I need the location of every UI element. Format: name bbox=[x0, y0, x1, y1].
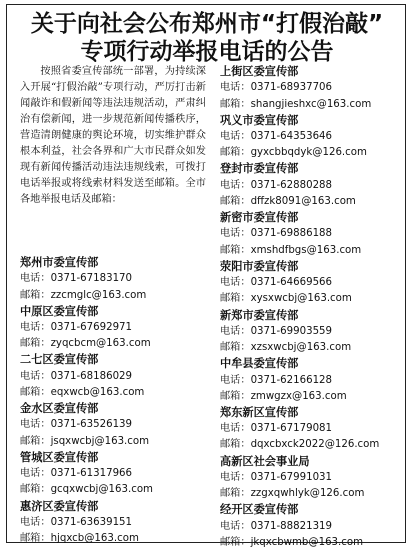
phone-label: 电话： bbox=[220, 82, 251, 94]
department-entry bbox=[220, 502, 402, 551]
email-label: 邮箱： bbox=[20, 386, 51, 398]
department-email bbox=[20, 336, 206, 352]
phone-number[interactable]: 0371-64353646 bbox=[250, 131, 333, 142]
department-phone bbox=[220, 324, 402, 340]
department-name: 惠济区委宣传部 bbox=[20, 499, 99, 513]
email-label: 邮箱： bbox=[220, 293, 251, 305]
department-entry bbox=[20, 255, 206, 304]
department-entry bbox=[20, 450, 206, 499]
phone-label: 电话： bbox=[20, 516, 51, 528]
department-entry bbox=[220, 113, 402, 162]
department-phone bbox=[20, 320, 206, 336]
phone-number[interactable]: 0371-64669566 bbox=[250, 277, 333, 289]
email-label: 邮箱： bbox=[220, 536, 251, 548]
department-entry bbox=[220, 259, 402, 308]
phone-label: 电话： bbox=[20, 273, 51, 285]
department-phone bbox=[220, 373, 402, 389]
department-phone bbox=[220, 80, 402, 96]
department-phone bbox=[220, 226, 402, 242]
department-entry bbox=[220, 210, 402, 259]
phone-label: 电话： bbox=[20, 419, 51, 431]
department-email bbox=[220, 340, 402, 356]
department-phone bbox=[20, 515, 206, 531]
email-address[interactable]: xysxwcbj@163.com bbox=[250, 293, 352, 305]
email-address[interactable]: hjqxcb@163.com bbox=[50, 533, 139, 545]
email-address[interactable]: xzsxwcbj@163.com bbox=[250, 342, 352, 354]
department-phone bbox=[20, 369, 206, 385]
email-address[interactable]: dffzk8091@163.com bbox=[250, 195, 356, 207]
phone-label: 电话： bbox=[220, 228, 251, 240]
department-name: 郑州市委宣传部 bbox=[20, 256, 99, 269]
intro-paragraph: 按照省委宣传部统一部署，为持续深入开展“打假治敲”专项行动，严厉打击新闻敲诈和假新闻等违法违规活动，严肃纠治有偿新闻，进一步规范新闻传播秩序，营造清朗健康的舆论环境，切实维护群众根本利益，社会各界和广大市民群众如发现有新闻传播活动违法违规线索，可拨打电话举报或将线索材料发送至邮箱。全市各地举报电话及邮箱： bbox=[20, 66, 206, 205]
email-label: 邮箱： bbox=[20, 533, 51, 545]
headline-line-1: 关于向社会公布郑州市“打假治敲” bbox=[30, 11, 384, 37]
email-label: 邮箱： bbox=[20, 338, 51, 350]
phone-number[interactable]: 0371-62166128 bbox=[250, 374, 333, 386]
phone-number[interactable]: 0371-67692971 bbox=[50, 322, 133, 333]
department-entry bbox=[20, 304, 206, 353]
phone-number[interactable]: 0371-62880288 bbox=[250, 179, 333, 191]
department-phone bbox=[220, 519, 402, 535]
email-label: 邮箱： bbox=[220, 439, 251, 451]
left-column bbox=[20, 64, 206, 547]
department-email bbox=[220, 194, 402, 210]
headline bbox=[0, 10, 414, 66]
phone-label: 电话： bbox=[20, 370, 51, 382]
phone-label: 电话： bbox=[220, 277, 251, 289]
email-label: 邮箱： bbox=[20, 289, 51, 301]
left-department-list bbox=[20, 255, 206, 547]
phone-label: 电话： bbox=[20, 468, 51, 480]
department-entry bbox=[20, 499, 206, 548]
phone-label: 电话： bbox=[220, 179, 251, 191]
phone-number[interactable]: 0371-69886188 bbox=[250, 228, 333, 240]
department-entry bbox=[220, 356, 402, 405]
department-email bbox=[220, 389, 402, 405]
phone-number[interactable]: 0371-63526139 bbox=[50, 419, 133, 431]
email-address[interactable]: dqxcbxck2022@126.com bbox=[250, 439, 380, 451]
right-department-list bbox=[220, 64, 402, 551]
phone-label: 电话： bbox=[220, 374, 251, 386]
department-email bbox=[220, 97, 402, 113]
phone-label: 电话： bbox=[220, 520, 251, 532]
department-entry bbox=[220, 308, 402, 357]
department-entry bbox=[220, 454, 402, 503]
phone-label: 电话： bbox=[220, 471, 251, 483]
department-email bbox=[20, 385, 206, 401]
phone-label: 电话： bbox=[220, 131, 251, 142]
email-address[interactable]: jkqxcbwmb@163.com bbox=[250, 536, 364, 548]
phone-number[interactable]: 0371-68937706 bbox=[250, 82, 333, 94]
email-address[interactable]: gcqxwcbj@163.com bbox=[50, 484, 153, 496]
email-address[interactable]: zzgxqwhlyk@126.com bbox=[250, 488, 365, 500]
headline-line-2: 专项行动举报电话的公告 bbox=[80, 39, 334, 65]
email-address[interactable]: jsqxwcbj@163.com bbox=[50, 435, 150, 447]
email-address[interactable]: zmwgzx@163.com bbox=[250, 390, 347, 402]
department-name: 二七区委宣传部 bbox=[20, 353, 99, 367]
department-name: 巩义市委宣传部 bbox=[220, 113, 299, 127]
department-phone bbox=[20, 417, 206, 433]
email-address[interactable]: zyqcbcm@163.com bbox=[50, 338, 151, 350]
email-address[interactable]: shangjieshxc@163.com bbox=[250, 98, 372, 110]
phone-number[interactable]: 0371-67183170 bbox=[50, 273, 133, 285]
department-phone bbox=[220, 275, 402, 291]
phone-label: 电话： bbox=[20, 322, 51, 333]
department-email bbox=[20, 288, 206, 304]
email-label: 邮箱： bbox=[220, 488, 251, 500]
department-email bbox=[220, 437, 402, 453]
phone-label: 电话： bbox=[220, 423, 251, 435]
phone-number[interactable]: 0371-68186029 bbox=[50, 370, 133, 382]
department-name: 高新区社会事业局 bbox=[220, 454, 310, 468]
phone-number[interactable]: 0371-63639151 bbox=[50, 516, 133, 528]
email-address[interactable]: eqxwcb@163.com bbox=[50, 386, 145, 398]
department-phone bbox=[220, 178, 402, 194]
email-label: 邮箱： bbox=[20, 435, 51, 447]
email-label: 邮箱： bbox=[220, 98, 251, 110]
right-column bbox=[220, 64, 402, 551]
department-name: 经开区委宣传部 bbox=[220, 503, 299, 517]
department-email bbox=[20, 531, 206, 547]
department-phone bbox=[220, 470, 402, 486]
phone-number[interactable]: 0371-69903559 bbox=[250, 325, 333, 337]
email-label: 邮箱： bbox=[220, 195, 251, 207]
department-name: 上街区委宣传部 bbox=[220, 65, 299, 78]
department-name: 新郑市委宣传部 bbox=[220, 308, 299, 322]
department-email bbox=[220, 486, 402, 502]
department-name: 登封市委宣传部 bbox=[220, 162, 299, 176]
department-name: 郑东新区宣传部 bbox=[220, 405, 299, 419]
department-entry bbox=[20, 352, 206, 401]
department-email bbox=[20, 482, 206, 498]
department-phone bbox=[220, 129, 402, 145]
department-name: 中原区委宣传部 bbox=[20, 304, 99, 318]
phone-number[interactable]: 0371-67179081 bbox=[250, 423, 333, 435]
department-email bbox=[220, 291, 402, 307]
department-name: 管城区委宣传部 bbox=[20, 450, 99, 464]
department-phone bbox=[220, 421, 402, 437]
department-email bbox=[20, 434, 206, 450]
department-name: 新密市委宣传部 bbox=[220, 211, 299, 225]
phone-number[interactable]: 0371-67991031 bbox=[250, 471, 333, 483]
department-email bbox=[220, 243, 402, 259]
email-address[interactable]: zzcmglc@163.com bbox=[50, 289, 147, 301]
phone-label: 电话： bbox=[220, 325, 251, 337]
department-entry bbox=[220, 161, 402, 210]
department-entry bbox=[220, 405, 402, 454]
department-entry bbox=[20, 401, 206, 450]
department-email bbox=[220, 535, 402, 551]
department-phone bbox=[20, 271, 206, 287]
department-name: 中牟县委宣传部 bbox=[220, 357, 299, 371]
email-label: 邮箱： bbox=[220, 342, 251, 354]
email-label: 邮箱： bbox=[220, 244, 251, 256]
department-entry bbox=[220, 64, 402, 113]
phone-number[interactable]: 0371-61317966 bbox=[50, 468, 133, 480]
department-name: 荥阳市委宣传部 bbox=[220, 259, 299, 273]
email-address[interactable]: gyxcbbqdyk@126.com bbox=[250, 147, 367, 159]
email-label: 邮箱： bbox=[220, 390, 251, 402]
department-name: 金水区委宣传部 bbox=[20, 402, 99, 416]
email-address[interactable]: xmshdfbgs@163.com bbox=[250, 244, 362, 256]
email-label: 邮箱： bbox=[20, 484, 51, 496]
department-email bbox=[220, 145, 402, 161]
phone-number[interactable]: 0371-88821319 bbox=[250, 520, 333, 532]
email-label: 邮箱： bbox=[220, 147, 251, 159]
department-phone bbox=[20, 466, 206, 482]
